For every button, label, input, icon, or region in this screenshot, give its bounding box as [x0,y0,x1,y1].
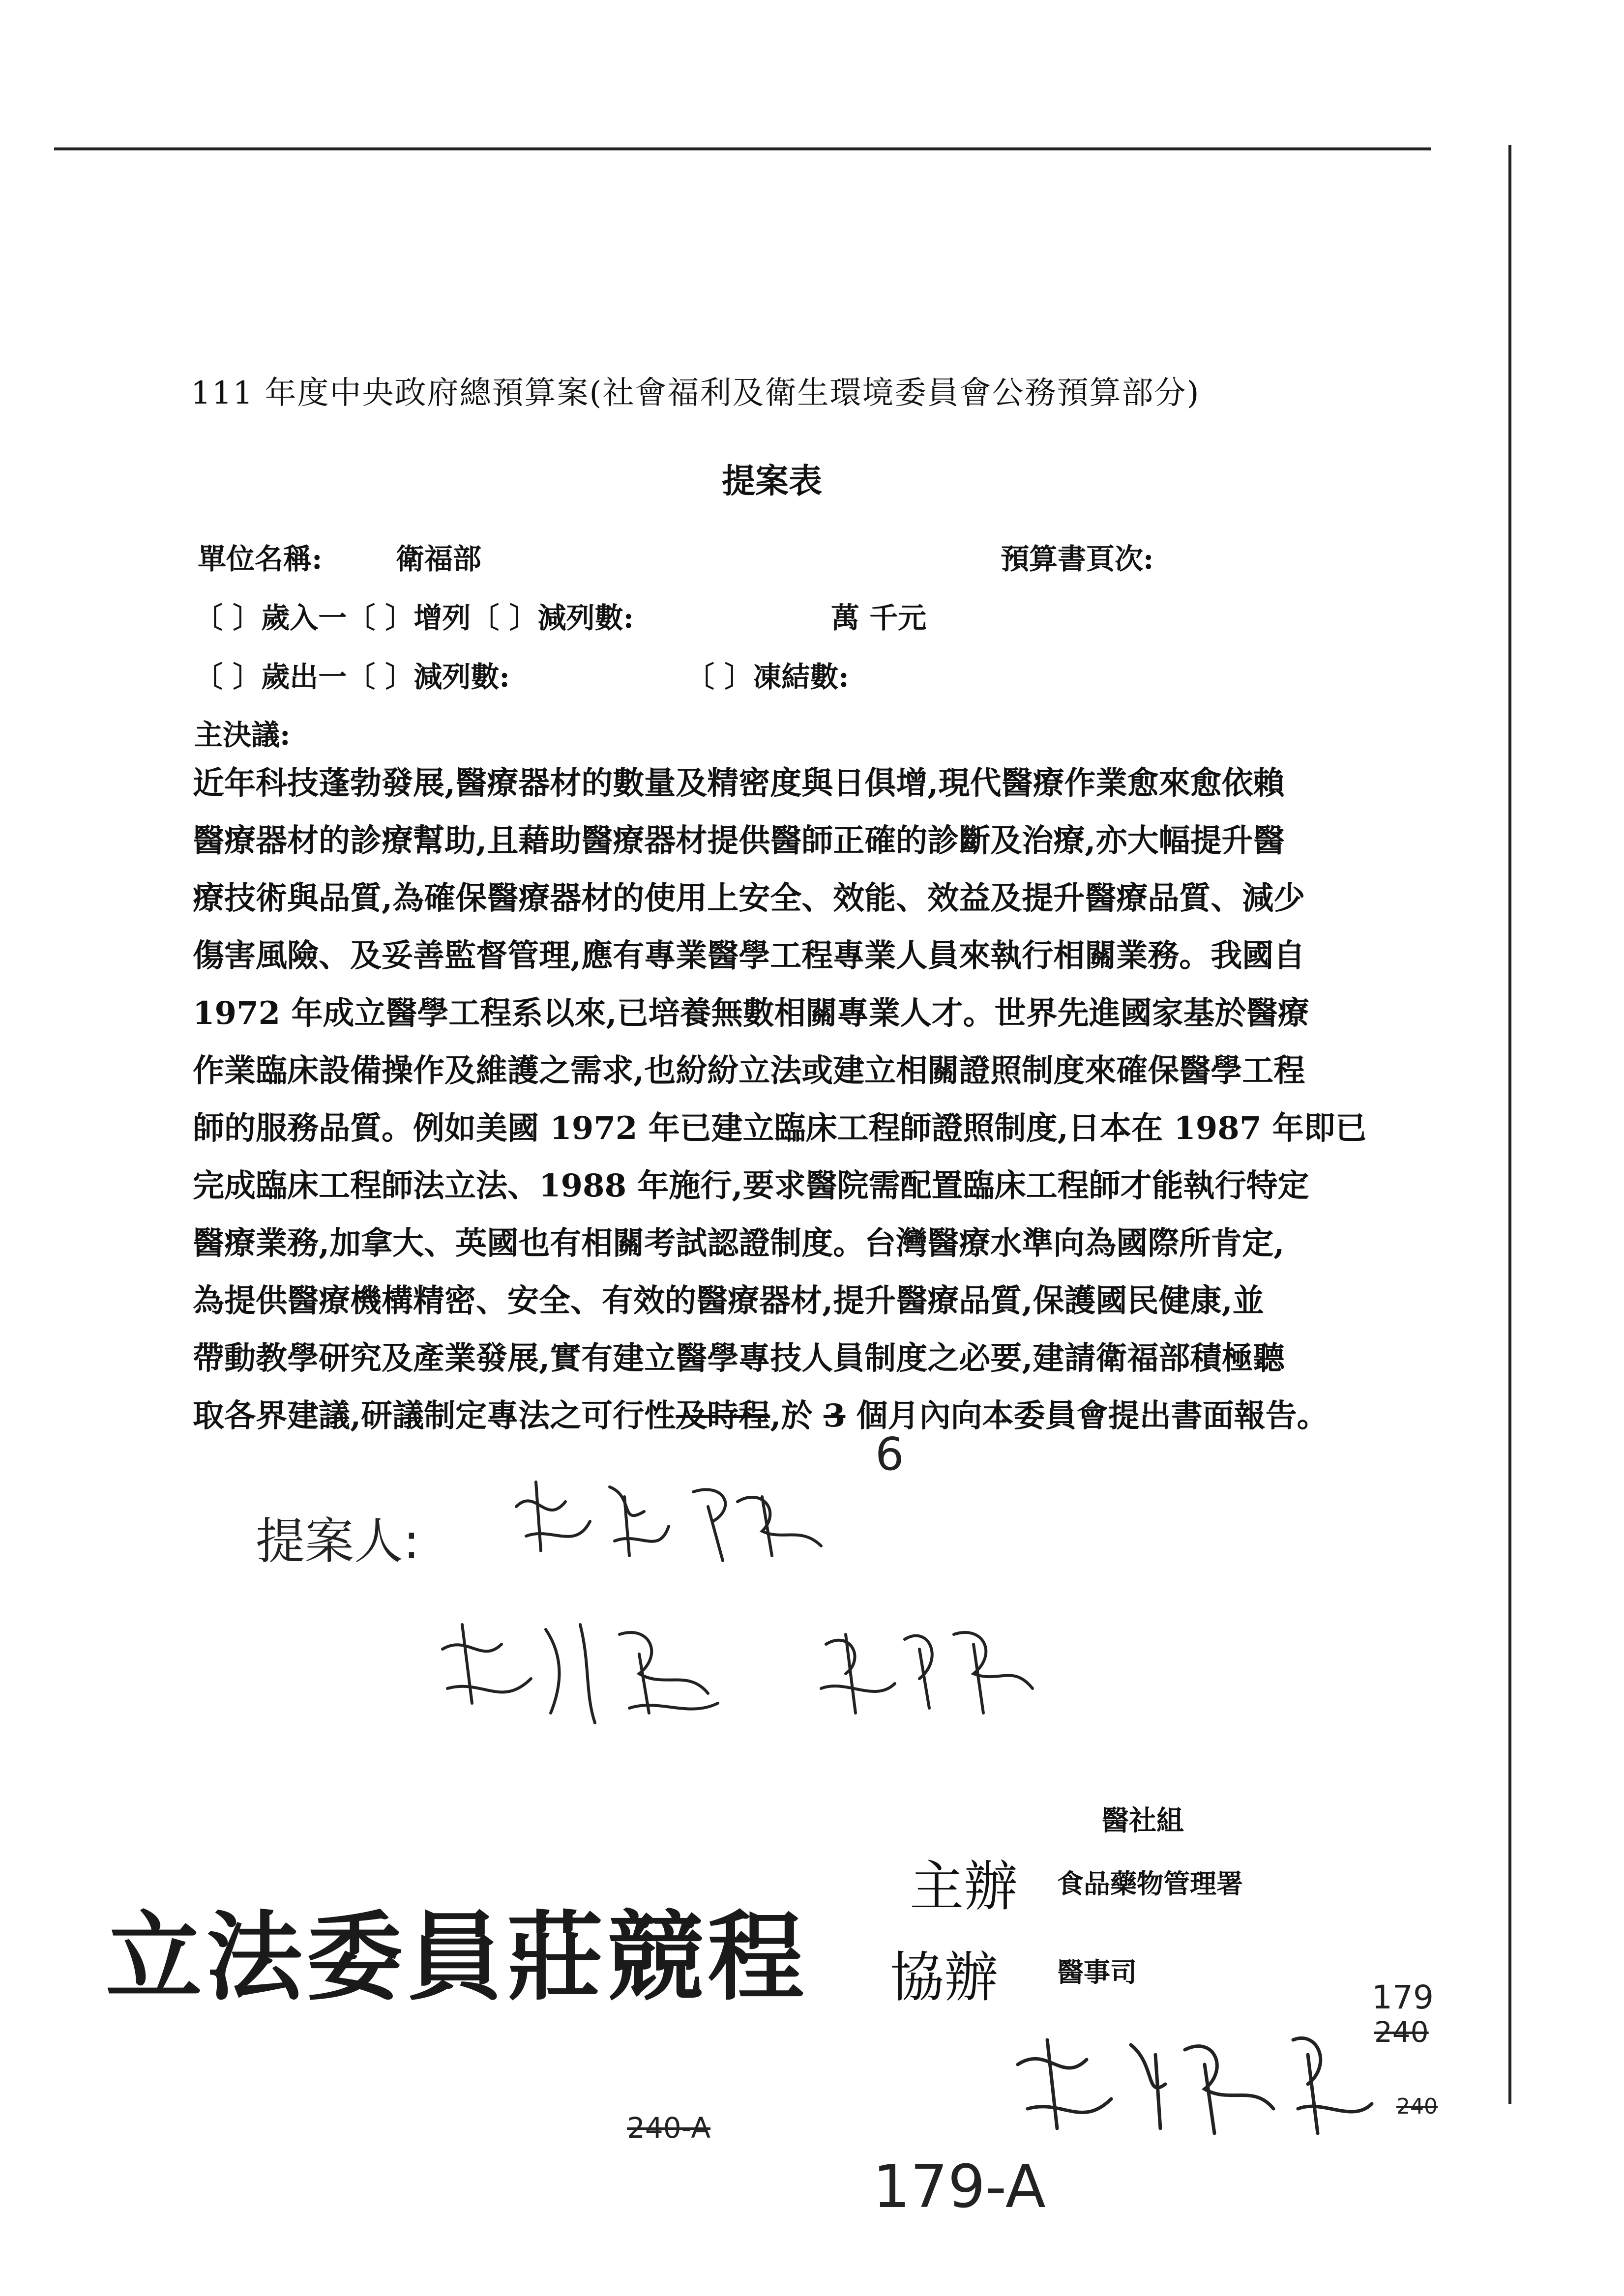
last-line-part: 個月內向本委員會提出書面報告。 [845,1397,1329,1434]
last-line-part: 取各界建議,研議制定專法之可行性 [193,1397,676,1434]
body-line: 傷害風險、及妥善監督管理,應有專業醫學工程專業人員來執行相關業務。我國自 [193,937,1305,974]
handwritten-signature [1008,2015,1382,2143]
document-title: 111 年度中央政府總預算案(社會福利及衛生環境委員會公務預算部分) [191,375,1200,411]
assisting-agency-label: 協辦 [890,1946,998,2009]
struck-text: 及時程 [676,1397,770,1434]
page-number: 179-A [873,2153,1046,2221]
page-number-small: 179 [1372,1978,1434,2016]
form-subtitle: 提案表 [722,462,823,501]
revenue-row: 〔 〕歲入一〔 〕增列〔 〕減列數: [194,601,634,635]
body-line: 作業臨床設備操作及維護之需求,也紛紛立法或建立相關證照制度來確保醫學工程 [193,1052,1305,1089]
body-line: 近年科技蓬勃發展,醫療器材的數量及精密度與日俱增,現代醫療作業愈來愈依賴 [193,765,1285,802]
assisting-agency-value: 醫事司 [1057,1956,1137,1988]
legislator-stamp: 立法委員莊競程 [106,1901,808,2014]
revenue-amount-units: 萬 千元 [831,601,927,635]
lead-agency-label: 主辦 [910,1855,1018,1918]
body-line: 醫療器材的診療幫助,且藉助醫療器材提供醫師正確的診斷及治療,亦大幅提升醫 [193,822,1285,859]
corner-page-number-struck: 240 [1396,2094,1438,2119]
lead-agency-value: 食品藥物管理署 [1057,1868,1243,1899]
freeze-amount: 〔 〕凍結數: [686,660,849,694]
department-group: 醫社組 [1101,1804,1184,1837]
cosigner-signatures [433,1605,1082,1733]
page-number-small-struck: 240 [1374,2015,1429,2049]
body-line: 為提供醫療機構精密、安全、有效的醫療器材,提升醫療品質,保護國民健康,並 [193,1282,1264,1319]
resolution-body [193,755,1407,1445]
unit-value: 衛福部 [396,542,482,576]
resolution-label: 主決議: [194,718,291,752]
body-line: 療技術與品質,為確保醫療器材的使用上安全、效能、效益及提升醫療品質、減少 [193,880,1305,917]
body-line: 完成臨床工程師法立法、1988 年施行,要求醫院需配置臨床工程師才能執行特定 [193,1167,1309,1204]
body-line: 醫療業務,加拿大、英國也有相關考試認證制度。台灣醫療水準向為國際所肯定, [193,1225,1285,1262]
right-margin-rule [1508,145,1511,2104]
body-line-last [193,1387,1407,1445]
handwritten-correction-six: 6 [875,1428,904,1481]
body-line: 帶動教學研究及產業發展,實有建立醫學專技人員制度之必要,建請衛福部積極聽 [193,1340,1285,1377]
proposer-signature [506,1467,860,1566]
last-line-part: ,於 [770,1397,824,1434]
proposer-label: 提案人: [256,1512,420,1570]
top-rule [54,147,1431,150]
struck-number: 3 [823,1397,846,1434]
body-line: 師的服務品質。例如美國 1972 年已建立臨床工程師證照制度,日本在 1987 年即已 [193,1110,1367,1147]
budget-page-label: 預算書頁次: [1001,542,1154,576]
body-line: 1972 年成立醫學工程系以來,已培養無數相關專業人才。世界先進國家基於醫療 [193,995,1309,1032]
unit-label: 單位名稱: [198,542,323,576]
expenditure-row: 〔 〕歲出一〔 〕減列數: [194,660,510,694]
struck-page-number: 240-A [627,2111,711,2145]
